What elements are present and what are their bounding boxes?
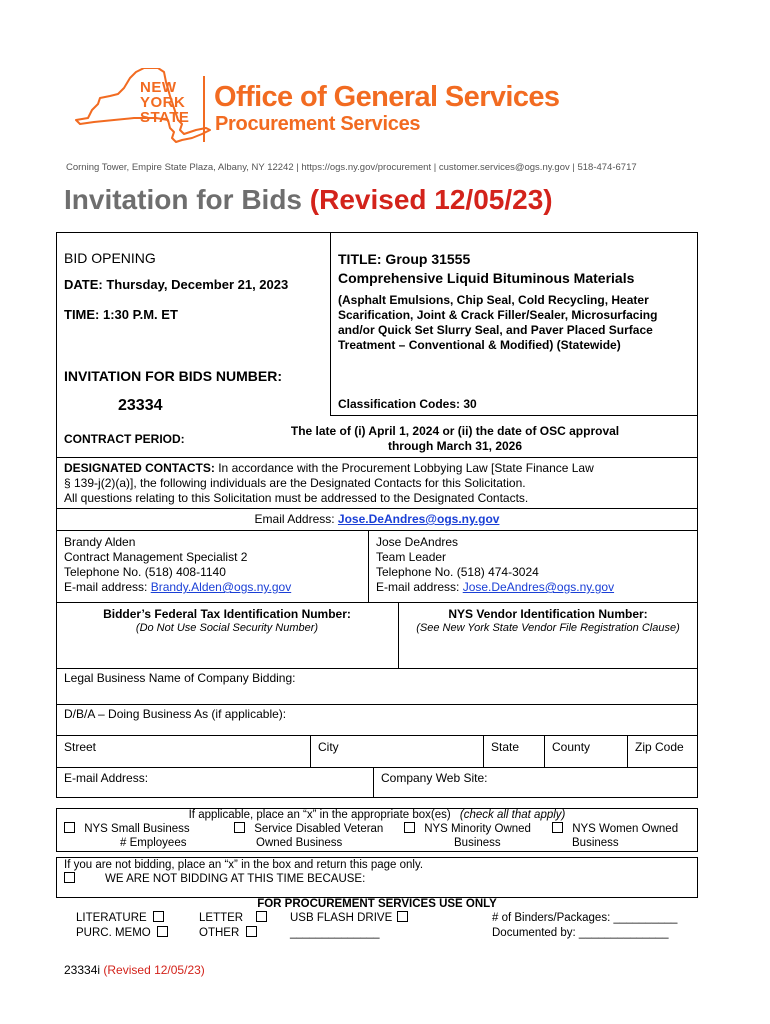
not-bidding-line1: If you are not bidding, place an “x” in the box and return this page only.: [64, 859, 424, 871]
contract-period-line1: The late of (i) April 1, 2024 or (ii) the date of OSC approval: [290, 424, 620, 438]
business-instruction: [56, 809, 698, 821]
street-field[interactable]: [56, 736, 310, 767]
bid-opening-label: BID OPENING: [64, 250, 156, 266]
logo-line-state: STATE: [140, 109, 190, 126]
legal-name-field[interactable]: [56, 669, 698, 704]
footer-id: [64, 963, 205, 977]
contact-left-role: Contract Management Specialist 2: [64, 550, 248, 564]
title-details: (Asphalt Emulsions, Chip Seal, Cold Recycling, Heater Scarification, Joint & Crack Filler/Sealer, Microsurfacing and/or Quick Set Slurry Seal, and Paver Placed Surface Treatment – Conventional & Modified) (Statewide): [338, 293, 658, 352]
contact-right-email-label: E-mail address:: [376, 580, 463, 594]
website-field[interactable]: [373, 768, 698, 798]
sdvob-label: Service Disabled Veteran: [254, 823, 384, 835]
office-use-col4: [492, 911, 677, 941]
office-use-col2: [199, 911, 267, 941]
page-title: [64, 183, 553, 217]
other-label: OTHER: [199, 927, 240, 939]
usb-label: USB FLASH DRIVE: [290, 912, 393, 924]
literature-checkbox[interactable]: [153, 911, 164, 922]
sdvob-label-2: Owned Business: [256, 837, 343, 849]
contacts-hline-1: [56, 508, 698, 509]
small-business-option[interactable]: [64, 822, 190, 850]
logo-line-new: NEW: [140, 79, 177, 96]
zip-label: Zip Code: [635, 740, 684, 754]
contacts-email-row: [56, 512, 698, 526]
wbe-checkbox[interactable]: [552, 822, 563, 833]
vendor-id-label: NYS Vendor Identification Number:: [448, 607, 648, 621]
office-use-col3: [290, 911, 408, 941]
footer-number: 23334i: [64, 963, 101, 977]
small-business-checkbox[interactable]: [64, 822, 75, 833]
sdvob-option[interactable]: [234, 822, 383, 850]
contract-period-value: [250, 424, 660, 454]
small-business-employees: # Employees: [120, 837, 187, 849]
mbe-label-2: Business: [454, 837, 501, 849]
contacts-text-1: In accordance with the Procurement Lobbying Law [State Finance Law: [214, 461, 594, 475]
tax-id-label: Bidder’s Federal Tax Identification Number:: [103, 607, 351, 621]
dba-field[interactable]: [56, 705, 698, 735]
not-bidding-reason-label: WE ARE NOT BIDDING AT THIS TIME BECAUSE:: [105, 873, 366, 885]
org-name: Office of General Services: [214, 81, 560, 113]
website-label: Company Web Site:: [381, 771, 488, 785]
email-field[interactable]: [56, 768, 373, 798]
contacts-email-label: Email Address:: [254, 512, 338, 526]
office-use-col1: [76, 911, 168, 941]
wbe-label-2: Business: [572, 837, 619, 849]
logo-divider: [203, 76, 205, 142]
usb-checkbox[interactable]: [397, 911, 408, 922]
wbe-label: NYS Women Owned: [572, 823, 679, 835]
purc-memo-label: PURC. MEMO: [76, 927, 151, 939]
solicitation-title: [338, 250, 634, 288]
literature-label: LITERATURE: [76, 912, 147, 924]
mbe-checkbox[interactable]: [404, 822, 415, 833]
state-label: State: [491, 740, 520, 754]
contact-right-name: Jose DeAndres: [376, 535, 459, 549]
mbe-label: NYS Minority Owned: [424, 823, 531, 835]
tax-id-note: (Do Not Use Social Security Number): [135, 622, 319, 634]
contacts-vline: [368, 530, 369, 603]
state-field[interactable]: [483, 736, 544, 767]
city-label: City: [318, 740, 339, 754]
email-label: E-mail Address:: [64, 771, 149, 785]
usb-blank: ______________: [290, 927, 380, 939]
documented-field: Documented by: ______________: [492, 927, 669, 939]
address-line: Corning Tower, Empire State Plaza, Albany, NY 12242 | https://ogs.ny.gov/procurement | customer.services@ogs.ny.gov | 518-474-6717: [66, 162, 637, 173]
contacts-email-link[interactable]: Jose.DeAndres@ogs.ny.gov: [337, 512, 500, 526]
contacts-text-2: § 139-j(2)(a)], the following individuals are the Designated Contacts for this Solicitation.: [64, 476, 526, 490]
contact-left: [64, 535, 291, 595]
binders-field: # of Binders/Packages: __________: [492, 912, 678, 924]
city-field[interactable]: [310, 736, 483, 767]
sdvob-checkbox[interactable]: [234, 822, 245, 833]
ifb-number: 23334: [118, 397, 163, 414]
zip-field[interactable]: [627, 736, 698, 767]
contact-left-phone: Telephone No. (518) 408-1140: [64, 565, 226, 579]
contact-left-email-link[interactable]: Brandy.Alden@ogs.ny.gov: [150, 580, 292, 594]
title-main: Invitation for Bids: [64, 184, 302, 215]
purc-memo-checkbox[interactable]: [157, 926, 168, 937]
contract-period-label: CONTRACT PERIOD:: [64, 432, 185, 446]
vendor-id-field[interactable]: [398, 603, 698, 669]
county-field[interactable]: [544, 736, 627, 767]
business-instruction-italic: (check all that apply): [459, 809, 566, 821]
contact-left-email-label: E-mail address:: [64, 580, 151, 594]
logo-line-york: YORK: [140, 94, 186, 111]
not-bidding-text: [64, 858, 423, 886]
bid-time: TIME: 1:30 P.M. ET: [64, 307, 178, 322]
not-bidding-checkbox[interactable]: [64, 872, 75, 883]
legal-name-label: Legal Business Name of Company Bidding:: [64, 671, 296, 685]
contract-period-line2: through March 31, 2026: [387, 439, 523, 453]
wbe-option[interactable]: [552, 822, 678, 850]
street-label: Street: [64, 740, 97, 754]
vendor-id-note: (See New York State Vendor File Registration Clause): [416, 622, 680, 634]
bid-box-hline: [330, 415, 698, 416]
contact-right: [376, 535, 614, 595]
contact-right-role: Team Leader: [376, 550, 447, 564]
dba-label: D/B/A – Doing Business As (if applicable):: [64, 707, 287, 721]
tax-id-field[interactable]: [56, 603, 398, 669]
bid-box-divider: [330, 232, 331, 416]
contacts-heading: DESIGNATED CONTACTS:: [64, 461, 215, 475]
small-business-label: NYS Small Business: [84, 823, 190, 835]
contacts-hline-2: [56, 530, 698, 531]
title-revised: (Revised 12/05/23): [309, 184, 553, 215]
contacts-text-3: All questions relating to this Solicitation must be addressed to the Designated Contacts.: [64, 491, 529, 505]
other-checkbox[interactable]: [246, 926, 257, 937]
title-group: TITLE: Group 31555: [338, 251, 471, 267]
letter-checkbox[interactable]: [256, 911, 267, 922]
letter-label: LETTER: [199, 912, 244, 924]
contact-left-name: Brandy Alden: [64, 535, 136, 549]
office-use-heading: FOR PROCUREMENT SERVICES USE ONLY: [257, 898, 497, 910]
contact-right-email-link[interactable]: Jose.DeAndres@ogs.ny.gov: [462, 580, 615, 594]
mbe-option[interactable]: [404, 822, 531, 850]
county-label: County: [552, 740, 591, 754]
business-instruction-text: If applicable, place an “x” in the appropriate box(es): [188, 809, 451, 821]
footer-revised: (Revised 12/05/23): [103, 963, 205, 977]
classification-codes: Classification Codes: 30: [338, 397, 477, 411]
nys-logo: [74, 68, 214, 146]
bid-date: DATE: Thursday, December 21, 2023: [64, 277, 289, 292]
contact-right-phone: Telephone No. (518) 474-3024: [376, 565, 539, 579]
contacts-text: [64, 461, 694, 506]
org-subtitle: Procurement Services: [215, 113, 421, 135]
title-desc: Comprehensive Liquid Bituminous Materials: [338, 270, 635, 286]
ifb-label: INVITATION FOR BIDS NUMBER:: [64, 368, 283, 384]
